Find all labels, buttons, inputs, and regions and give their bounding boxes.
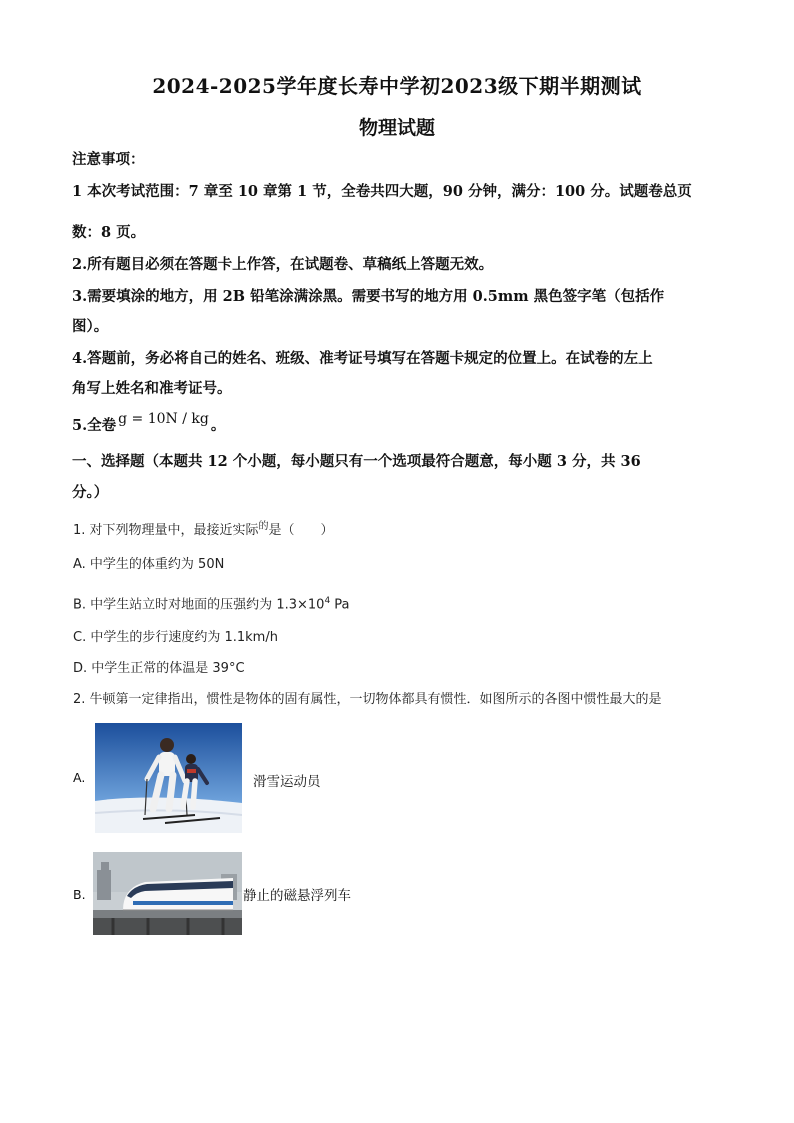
notice-line-8 xyxy=(72,411,226,436)
maglev-train-image xyxy=(93,852,242,935)
question-1-stem-text: 1. 对下列物理量中，最接近实际 xyxy=(73,523,259,538)
question-1-option-a: A. 中学生的体重约为 50N xyxy=(73,557,225,572)
question-1-option-b-unit: Pa xyxy=(330,597,350,613)
notice-line-7: 角写上姓名和准考证号。 xyxy=(72,380,232,397)
question-2-option-b-letter: B. xyxy=(73,887,86,902)
subject-title: 物理试题 xyxy=(358,117,435,139)
question-1-stem xyxy=(73,522,334,541)
notice-line-1: 1 本次考试范围：7 章至 10 章第 1 节，全卷共四大题，90 分钟，满分：100 分。试题卷总页 xyxy=(72,183,692,200)
question-1-stem-bracket: 是（ ） xyxy=(268,523,334,538)
skier-illustration xyxy=(95,723,242,833)
gravity-formula: g = 10N / kg xyxy=(118,411,209,427)
notice-item5-prefix: 5.全卷 xyxy=(72,417,117,434)
question-1-option-b-exponent: 4 xyxy=(324,596,331,606)
notice-heading: 注意事项： xyxy=(72,151,145,168)
skier-image xyxy=(95,723,242,833)
question-1-stem-de: 的 xyxy=(258,521,269,532)
notice-line-3: 2.所有题目必须在答题卡上作答，在试题卷、草稿纸上答题无效。 xyxy=(72,256,494,273)
section1-heading-line1: 一、选择题（本题共 12 个小题，每小题只有一个选项最符合题意，每小题 3 分，共 36 xyxy=(72,453,641,470)
notice-item5-suffix: 。 xyxy=(210,417,226,434)
section1-heading-line2: 分。） xyxy=(72,484,109,501)
question-1-option-c: C. 中学生的步行速度约为 1.1km/h xyxy=(73,630,278,645)
question-2-option-b-caption: 静止的磁悬浮列车 xyxy=(243,888,351,904)
notice-line-6: 4.答题前，务必将自己的姓名、班级、准考证号填写在答题卡规定的位置上。在试卷的左上 xyxy=(72,350,653,367)
question-1-option-b xyxy=(73,592,350,614)
notice-line-5: 图）。 xyxy=(72,318,109,335)
question-2-stem: 2. 牛顿第一定律指出，惯性是物体的固有属性，一切物体都具有惯性．如图所示的各图中惯性最大的是 xyxy=(73,692,662,707)
question-1-option-d: D. 中学生正常的体温是 39°C xyxy=(73,661,245,676)
notice-line-4: 3.需要填涂的地方，用 2B 铅笔涂满涂黑。需要书写的地方用 0.5mm 黑色签字笔（包括作 xyxy=(72,288,665,305)
question-2-option-a-caption: 滑雪运动员 xyxy=(253,774,321,790)
notice-line-2: 数：8 页。 xyxy=(72,224,146,241)
question-1-option-b-text: B. 中学生站立时对地面的压强约为 1.3×10 xyxy=(73,597,325,613)
question-2-option-a-letter: A. xyxy=(73,770,86,785)
maglev-illustration xyxy=(93,852,242,935)
exam-title: 2024-2025学年度长寿中学初2023级下期半期测试 xyxy=(152,74,642,98)
